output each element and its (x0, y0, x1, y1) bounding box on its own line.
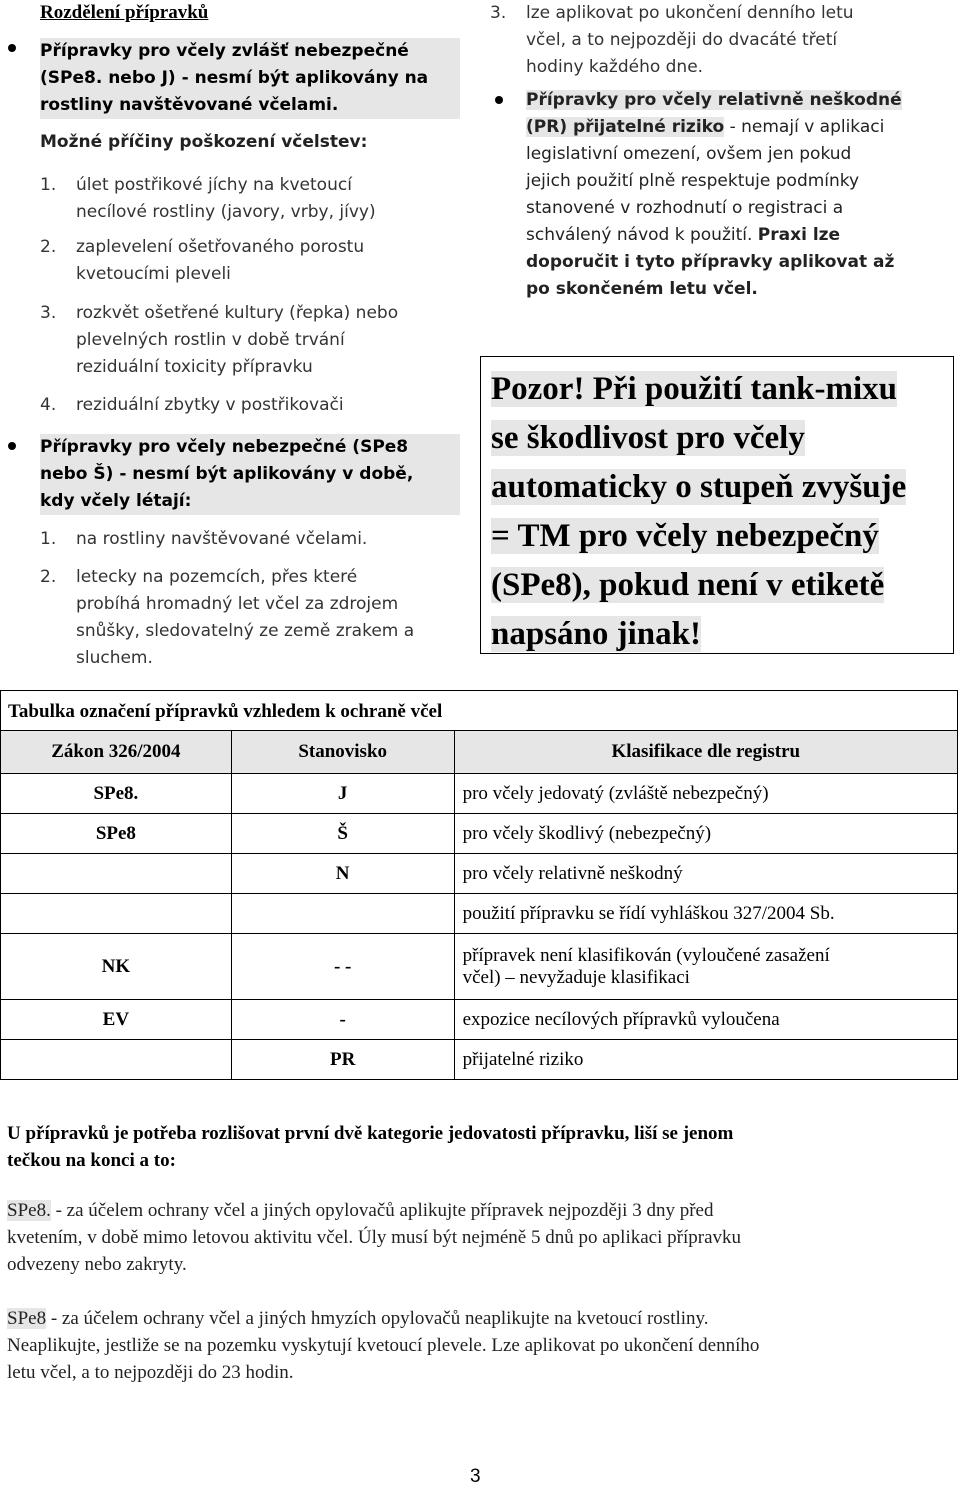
cell-classification: pro včely jedovatý (zvláště nebezpečný) (454, 774, 957, 814)
spe8-paragraph (7, 1305, 942, 1386)
text-line: hodiny každého dne. (526, 57, 704, 77)
list-item (490, 0, 942, 84)
cell-position: J (231, 774, 454, 814)
text-line: Neaplikujte, jestliže se na pozemku vyskytují kvetoucí plevele. Lze aplikovat po ukončení denního (7, 1335, 760, 1356)
text-line: Přípravky pro včely nebezpečné (SPe8 (40, 437, 409, 457)
bullet-paragraph-spe8 (40, 434, 460, 515)
header-classification: Klasifikace dle registru (454, 731, 957, 774)
text-line: lze aplikovat po ukončení denního letu (526, 3, 854, 23)
warning-line (491, 365, 943, 414)
text-line: reziduální toxicity přípravku (76, 357, 313, 377)
table-row (1, 934, 958, 1000)
text-line: kvetoucími pleveli (76, 264, 231, 284)
cell-classification: expozice necílových přípravků vyloučena (454, 1000, 957, 1040)
table-title: Tabulka označení přípravků vzhledem k ochraně včel (0, 690, 958, 730)
page-number: 3 (470, 1466, 481, 1487)
table-header-row (1, 731, 958, 774)
table-row (1, 854, 958, 894)
text-line (526, 114, 942, 141)
cell-law: SPe8 (1, 814, 232, 854)
text-line: odvezeny nebo zakryty. (7, 1254, 187, 1275)
warning-text: automaticky o stupeň zvyšuje (491, 469, 907, 505)
list-number: 1. (40, 175, 57, 195)
text-line: tečkou na konci a to: (7, 1150, 176, 1171)
text-line (7, 1197, 942, 1224)
cell-classification: přijatelné riziko (454, 1040, 957, 1080)
header-position: Stanovisko (231, 731, 454, 774)
text-line: plevelných rostlin v době trvání (76, 330, 345, 350)
text-line: včel, a to nejpozději do dvacáté třetí (526, 30, 838, 50)
text-line: (SPe8. nebo J) - nesmí být aplikovány na (40, 68, 429, 88)
text-line (526, 222, 942, 249)
warning-text: Pozor! Při použití tank-mixu (491, 371, 898, 407)
table-row (1, 814, 958, 854)
cell-position: N (231, 854, 454, 894)
bullet-paragraph-pr (526, 87, 942, 303)
cell-law (1, 894, 232, 934)
table-row (1, 1000, 958, 1040)
text-line: rostliny navštěvované včelami. (40, 95, 339, 115)
list-item (40, 300, 460, 384)
intro-paragraph (7, 1120, 942, 1174)
table-row (1, 894, 958, 934)
list-item (40, 526, 460, 556)
text-line: kvetením, v době mimo letovou aktivitu včel. Úly musí být nejméně 5 dnů po aplikaci přípravku (7, 1227, 741, 1248)
text-line: U přípravků je potřeba rozlišovat první dvě kategorie jedovatosti přípravku, liší se jenom (7, 1123, 734, 1144)
warning-line (491, 610, 943, 659)
text-line: legislativní omezení, ovšem jen pokud (526, 144, 852, 164)
text-line (526, 87, 942, 114)
bullet-paragraph-spe8dot (40, 38, 460, 119)
cell-classification: pro včely škodlivý (nebezpečný) (454, 814, 957, 854)
text-line: letu včel, a to nejpozději do 23 hodin. (7, 1362, 294, 1383)
causes-title: Možné příčiny poškození včelstev: (40, 132, 368, 152)
text-line: nebo Š) - nesmí být aplikovány v době, (40, 464, 414, 484)
list-item (40, 392, 460, 422)
cell-law: NK (1, 934, 232, 1000)
section-title: Rozdělení přípravků (40, 2, 209, 23)
warning-text: = TM pro včely nebezpečný (491, 518, 879, 554)
cell-position (231, 894, 454, 934)
text-line: jejich použití plně respektuje podmínky (526, 171, 860, 191)
text-line: po skončeném letu včel. (526, 279, 758, 299)
spe8dot-paragraph (7, 1197, 942, 1278)
text-line: probíhá hromadný let včel za zdrojem (76, 594, 399, 614)
bullet-icon (8, 442, 16, 450)
spe8dot-label: SPe8. (7, 1200, 51, 1221)
text-line: úlet postřikové jíchy na kvetoucí (76, 175, 352, 195)
text-line-bold: Přípravky pro včely relativně neškodné (526, 90, 902, 110)
cell-law (1, 1040, 232, 1080)
list-number: 2. (40, 237, 57, 257)
cell-classification (454, 934, 957, 1000)
spe8-label: SPe8 (7, 1308, 47, 1329)
warning-text: (SPe8), pokud není v etiketě (491, 567, 885, 603)
text-line: stanovené v rozhodnutí o registraci a (526, 198, 844, 218)
warning-line (491, 561, 943, 610)
cell-position: - - (231, 934, 454, 1000)
text-line: přípravek není klasifikován (vyloučené zasažení (462, 944, 830, 966)
list-number: 3. (490, 3, 507, 23)
text-span: - za účelem ochrany včel a jiných opylovačů aplikujte přípravek nejpozději 3 dny před (50, 1200, 714, 1221)
text-line: snůšky, sledovatelný ze země zrakem a (76, 621, 415, 641)
text-span: - za účelem ochrany včel a jiných hmyzích opylovačů neaplikujte na kvetoucí rostliny. (46, 1308, 709, 1329)
classification-table (0, 730, 958, 1080)
text-line: letecky na pozemcích, přes které (76, 567, 358, 587)
cell-law: EV (1, 1000, 232, 1040)
list-number: 2. (40, 567, 57, 587)
warning-text: se škodlivost pro včely (491, 420, 805, 456)
pr-label: (PR) přijatelné riziko (526, 117, 725, 137)
cell-classification: pro včely relativně neškodný (454, 854, 957, 894)
cell-position: Š (231, 814, 454, 854)
bullet-icon (8, 44, 16, 52)
warning-line (491, 463, 943, 512)
text-line (7, 1305, 942, 1332)
header-law: Zákon 326/2004 (1, 731, 232, 774)
warning-line (491, 414, 943, 463)
text-line: doporučit i tyto přípravky aplikovat až (526, 252, 895, 272)
cell-law: SPe8. (1, 774, 232, 814)
warning-box (480, 356, 954, 654)
list-number: 1. (40, 529, 57, 549)
cell-classification: použití přípravku se řídí vyhláškou 327/2004 Sb. (454, 894, 957, 934)
text-line: včel) – nevyžaduje klasifikaci (462, 966, 690, 988)
text-line: kdy včely létají: (40, 491, 192, 511)
table-row (1, 1040, 958, 1080)
text-span: - nemají v aplikaci (724, 117, 885, 137)
text-line: Přípravky pro včely zvlášť nebezpečné (40, 41, 409, 61)
list-item (40, 172, 460, 232)
text-line: na rostliny navštěvované včelami. (76, 529, 368, 549)
cell-law (1, 854, 232, 894)
text-line: zaplevelení ošetřovaného porostu (76, 237, 365, 257)
text-span: schválený návod k použití. (526, 225, 758, 245)
text-span-bold: Praxi lze (757, 225, 841, 245)
table-row (1, 774, 958, 814)
cell-position: - (231, 1000, 454, 1040)
text-line: sluchem. (76, 648, 153, 668)
text-line: necílové rostliny (javory, vrby, jívy) (76, 202, 376, 222)
cell-position: PR (231, 1040, 454, 1080)
list-item (40, 234, 460, 294)
warning-line (491, 512, 943, 561)
list-number: 4. (40, 395, 57, 415)
warning-text: napsáno jinak! (491, 616, 702, 652)
list-number: 3. (40, 303, 57, 323)
text-line: rozkvět ošetřené kultury (řepka) nebo (76, 303, 399, 323)
list-item (40, 564, 460, 674)
text-line: reziduální zbytky v postřikovači (76, 395, 344, 415)
bullet-icon (495, 96, 503, 104)
